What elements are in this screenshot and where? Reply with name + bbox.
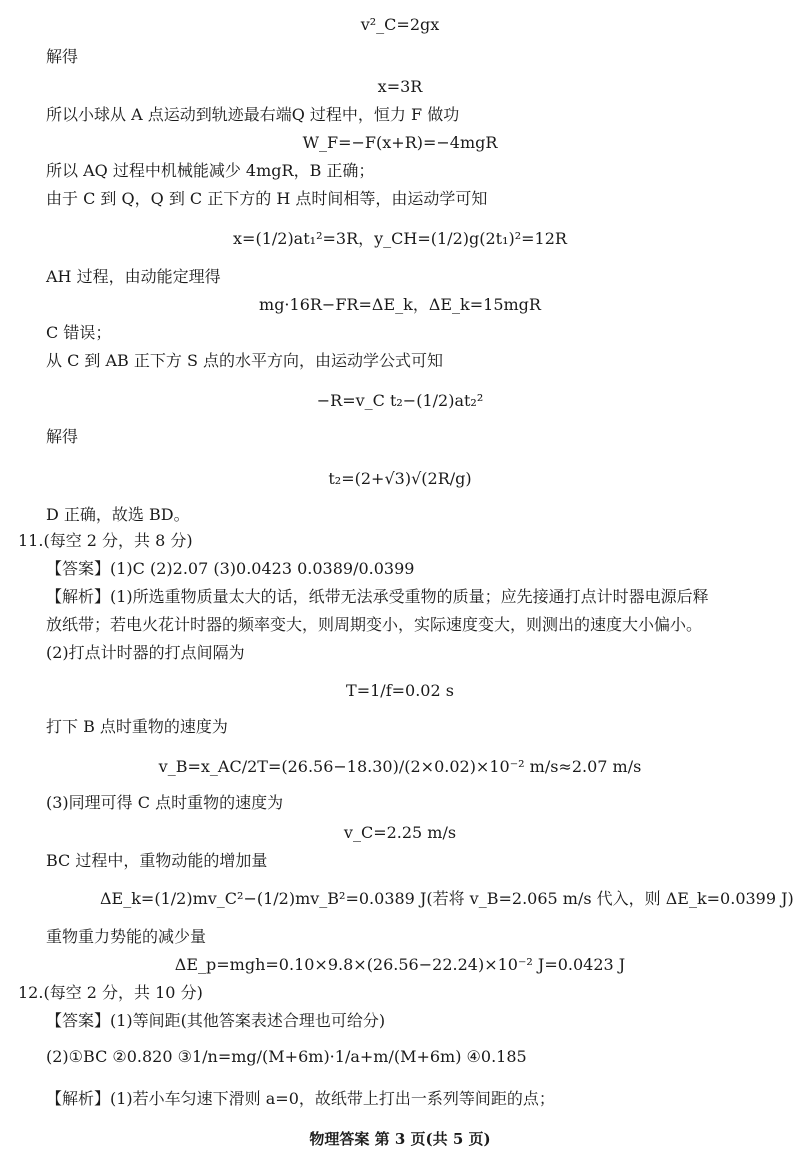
line-20: 放纸带；若电火花计时器的频率变大，则周期变小，实际速度变大，则测出的速度大小偏小。	[46, 615, 703, 634]
line-33: (2)①BC ②0.820 ③1/n=mg/(M+6m)·1/a+m/(M+6m) ④0.185	[46, 1047, 527, 1066]
line-9: AH 过程，由动能定理得	[46, 267, 221, 286]
line-28: ΔE_k=(1/2)mv_C²−(1/2)mv_B²=0.0389 J(若将 v_B=2.065 m/s 代入，则 ΔE_k=0.0399 J)	[100, 889, 794, 908]
line-19: 【解析】(1)所选重物质量太大的话，纸带无法承受重物的质量；应先接通打点计时器电源后释	[46, 587, 709, 606]
line-5: W_F=−F(x+R)=−4mgR	[302, 133, 498, 152]
line-30: ΔE_p=mgh=0.10×9.8×(26.56−22.24)×10⁻² J=0.0423 J	[174, 955, 626, 974]
line-34: 【解析】(1)若小车匀速下滑则 a=0，故纸带上打出一系列等间距的点；	[46, 1089, 555, 1108]
line-2: 解得	[46, 47, 79, 66]
line-4: 所以小球从 A 点运动到轨迹最右端Q 过程中，恒力 F 做功	[46, 105, 460, 124]
line-31: 12.(每空 2 分，共 10 分)	[18, 983, 203, 1002]
line-6: 所以 AQ 过程中机械能减少 4mgR，B 正确；	[46, 161, 375, 180]
line-21: (2)打点计时器的打点间隔为	[46, 643, 245, 662]
page-footer: 物理答案 第 3 页(共 5 页)	[309, 1130, 491, 1148]
line-10: mg·16R−FR=ΔE_k，ΔE_k=15mgR	[259, 295, 541, 314]
line-25: (3)同理可得 C 点时重物的速度为	[46, 793, 284, 812]
line-11: C 错误；	[46, 323, 112, 342]
line-18: 【答案】(1)C (2)2.07 (3)0.0423 0.0389/0.0399	[46, 559, 415, 578]
line-22: T=1/f=0.02 s	[346, 681, 454, 700]
line-24: v_B=x_AC/2T=(26.56−18.30)/(2×0.02)×10⁻² m/s≈2.07 m/s	[158, 757, 642, 776]
line-27: BC 过程中，重物动能的增加量	[46, 851, 268, 870]
line-12: 从 C 到 AB 正下方 S 点的水平方向，由运动学公式可知	[46, 351, 444, 370]
line-26: v_C=2.25 m/s	[343, 823, 457, 842]
line-29: 重物重力势能的减少量	[46, 927, 207, 946]
line-16: D 正确，故选 BD。	[46, 505, 190, 524]
line-3: x=3R	[377, 77, 423, 96]
line-23: 打下 B 点时重物的速度为	[46, 717, 228, 736]
line-7: 由于 C 到 Q，Q 到 C 正下方的 H 点时间相等，由运动学可知	[46, 189, 488, 208]
line-1: v²_C=2gx	[360, 15, 440, 34]
line-15: t₂=(2+√3)√(2R/g)	[328, 469, 472, 488]
line-17: 11.(每空 2 分，共 8 分)	[18, 531, 193, 550]
line-8: x=(1/2)at₁²=3R，y_CH=(1/2)g(2t₁)²=12R	[233, 229, 567, 248]
line-14: 解得	[46, 427, 79, 446]
line-32: 【答案】(1)等间距(其他答案表述合理也可给分)	[46, 1011, 386, 1030]
line-13: −R=v_C t₂−(1/2)at₂²	[316, 391, 484, 410]
